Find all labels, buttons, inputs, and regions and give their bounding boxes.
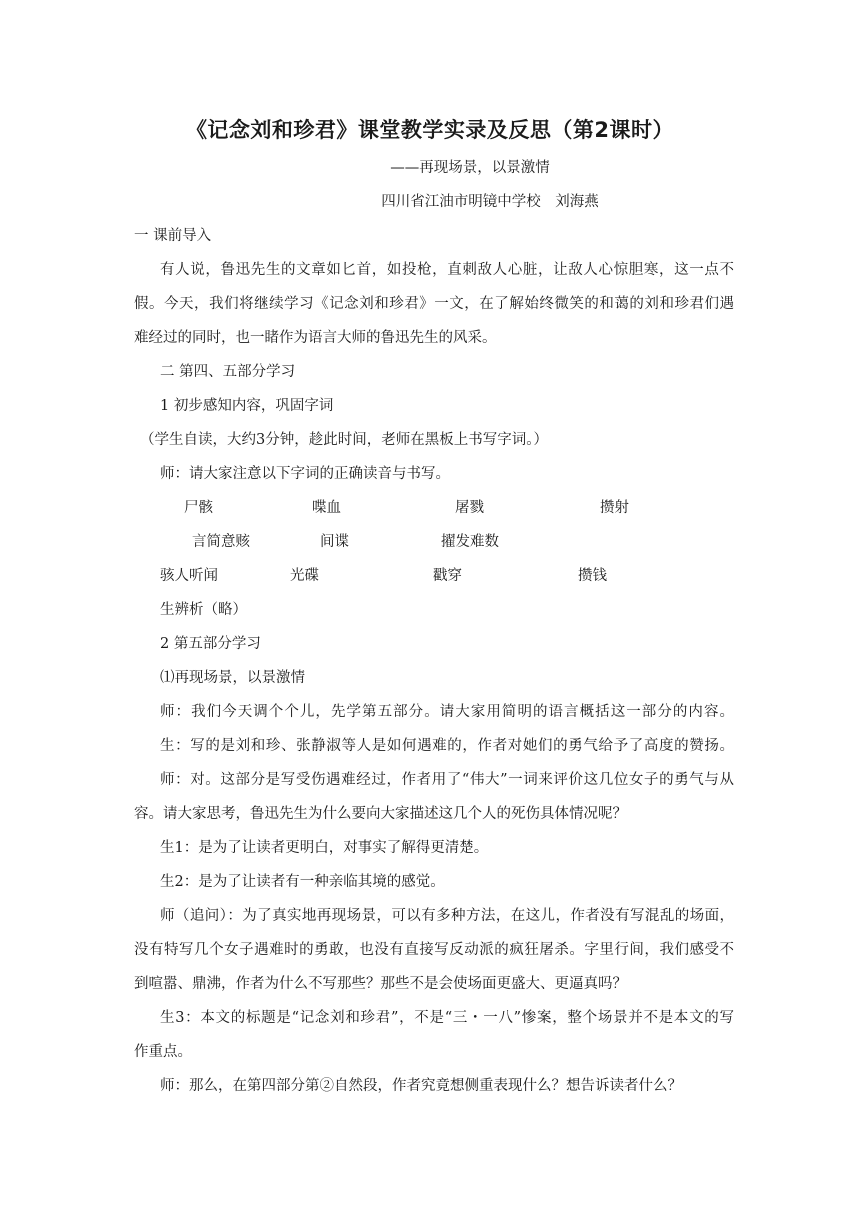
intro-paragraph-line: 假。今天，我们将继续学习《记念刘和珍君》一文，在了解始终微笑的和蔼的刘和珍君们遇 bbox=[134, 296, 734, 312]
vocab-word: 间谍 bbox=[320, 534, 349, 550]
vocab-word: 喋血 bbox=[312, 500, 341, 516]
student-analysis: 生辨析（略） bbox=[160, 602, 247, 618]
dialogue-line: 师（追问）：为了真实地再现场景，可以有多种方法，在这儿，作者没有写混乱的场面， bbox=[160, 908, 734, 924]
dialogue-line: 师：我们今天调个个儿，先学第五部分。请大家用简明的语言概括这一部分的内容。 bbox=[160, 704, 734, 720]
dialogue-line: 没有特写几个女子遇难时的勇敢，也没有直接写反动派的疯狂屠杀。字里行间，我们感受不 bbox=[134, 942, 734, 958]
teacher-vocab-intro: 师：请大家注意以下字词的正确读音与书写。 bbox=[160, 466, 450, 482]
dialogue-line: 生3：本文的标题是“记念刘和珍君”，不是“三・一八”惨案，整个场景并不是本文的写 bbox=[160, 1010, 734, 1026]
vocab-word: 言简意赅 bbox=[192, 534, 250, 550]
dialogue-line: 到喧嚣、鼎沸，作者为什么不写那些？那些不是会使场面更盛大、更逼真吗？ bbox=[134, 976, 627, 992]
intro-paragraph-line: 难经过的同时，也一睹作为语言大师的鲁迅先生的风采。 bbox=[134, 330, 497, 346]
author-line: 四川省江油市明镜中学校 刘海燕 bbox=[381, 194, 599, 210]
section-heading-part4-5: 二 第四、五部分学习 bbox=[160, 364, 296, 380]
vocab-word: 尸骸 bbox=[184, 500, 213, 516]
page-subtitle: ——再现场景，以景激情 bbox=[390, 160, 550, 176]
reading-note: （学生自读，大约3分钟，趁此时间，老师在黑板上书写字词。） bbox=[140, 432, 548, 448]
vocab-word: 骇人听闻 bbox=[160, 568, 218, 584]
page-title: 《记念刘和珍君》课堂教学实录及反思（第2课时） bbox=[185, 118, 675, 142]
vocab-word: 攒射 bbox=[600, 500, 629, 516]
dialogue-line: 生：写的是刘和珍、张静淑等人是如何遇难的，作者对她们的勇气给予了高度的赞扬。 bbox=[160, 738, 734, 754]
dialogue-line: 生1：是为了让读者更明白，对事实了解得更清楚。 bbox=[160, 840, 489, 856]
dialogue-line: 容。请大家思考，鲁迅先生为什么要向大家描述这几个人的死伤具体情况呢？ bbox=[134, 806, 627, 822]
subsection-heading-vocab: 1 初步感知内容，巩固字词 bbox=[160, 398, 334, 414]
vocab-word: 戳穿 bbox=[433, 568, 462, 584]
intro-paragraph-line: 有人说，鲁迅先生的文章如匕首，如投枪，直刺敌人心脏，让敌人心惊胆寒，这一点不 bbox=[160, 262, 734, 278]
vocab-word: 屠戮 bbox=[455, 500, 484, 516]
vocab-word: 攒钱 bbox=[578, 568, 607, 584]
vocab-word: 光碟 bbox=[290, 568, 319, 584]
dialogue-line: 生2：是为了让读者有一种亲临其境的感觉。 bbox=[160, 874, 445, 890]
dialogue-line: 师：那么，在第四部分第②自然段，作者究竟想侧重表现什么？想告诉读者什么？ bbox=[160, 1078, 682, 1094]
subsection-heading-part5: 2 第五部分学习 bbox=[160, 636, 261, 652]
dialogue-line: 师：对。这部分是写受伤遇难经过，作者用了“伟大”一词来评价这几位女子的勇气与从 bbox=[160, 772, 734, 788]
section-heading-intro: 一 课前导入 bbox=[134, 228, 212, 244]
subsection-item: ⑴再现场景，以景激情 bbox=[160, 670, 305, 686]
vocab-word: 擢发难数 bbox=[441, 534, 499, 550]
dialogue-line: 作重点。 bbox=[134, 1044, 192, 1060]
